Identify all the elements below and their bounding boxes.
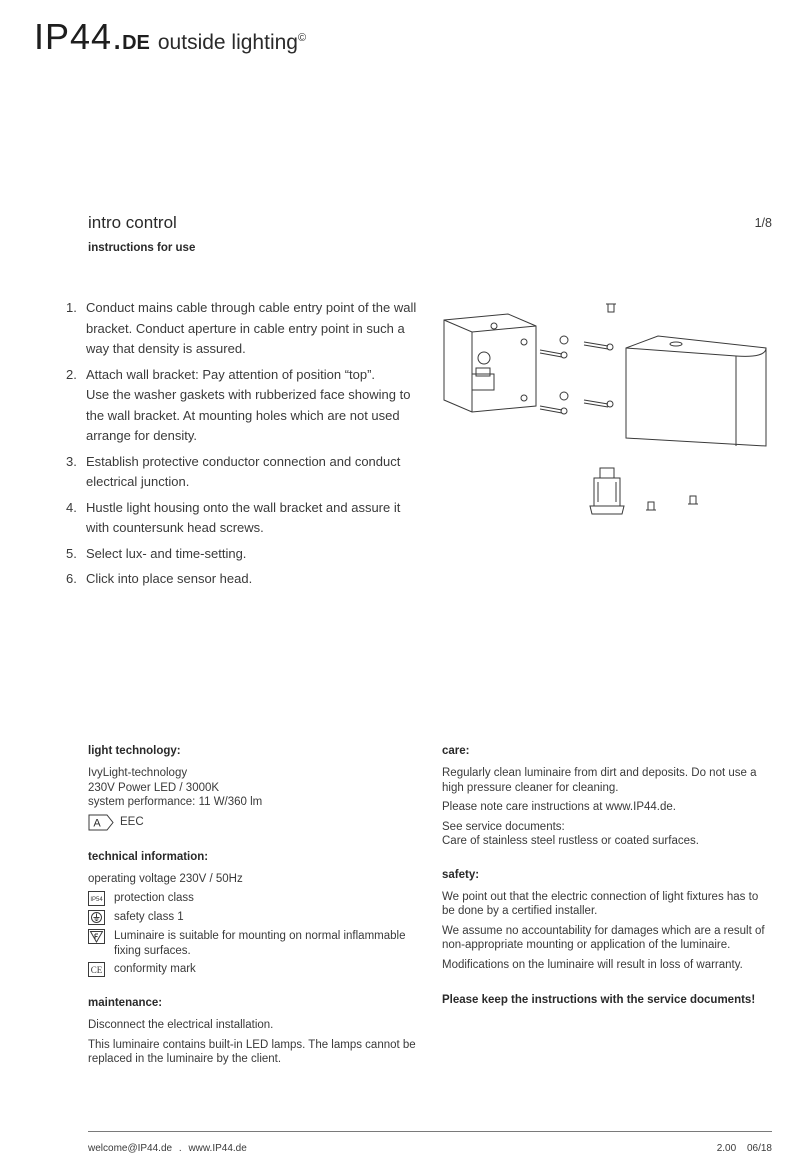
care-paragraph: See service documents: Care of stainless steel rustless or coated surfaces. (442, 820, 699, 847)
eec-rating (88, 814, 418, 831)
care-section (442, 745, 774, 849)
logo-brand: IP44 (34, 16, 113, 57)
tech-item: Luminaire is suitable for mounting on normal inflammable fixing surfaces. (88, 929, 418, 958)
logo-dot: . (112, 16, 123, 57)
care-paragraph: Please note care instructions at www.IP44.de. (442, 801, 676, 813)
ip54-icon (88, 891, 105, 906)
svg-text:IP54: IP54 (90, 897, 103, 903)
maintenance-paragraph: Disconnect the electrical installation. (88, 1019, 274, 1031)
page-number: 1/8 (754, 216, 772, 230)
safety-paragraph: Modifications on the luminaire will result in loss of warranty. (442, 958, 743, 971)
safety-section (442, 869, 774, 973)
light-housing-drawing (626, 336, 766, 446)
footer-contact (88, 1143, 247, 1154)
eec-class-letter: A (93, 817, 101, 829)
technical-heading: technical information: (88, 850, 209, 863)
maintenance-heading: maintenance: (88, 997, 163, 1009)
care-paragraph: Regularly clean luminaire from dirt and deposits. Do not use a high pressure cleaner for cleaning. (442, 767, 757, 794)
left-info-column (88, 745, 418, 1087)
tech-item: safety class 1 (88, 910, 418, 925)
step-item: 4. Hustle light housing onto the wall bracket and assure it with countersunk head screws. (66, 499, 401, 535)
brand-logo (34, 16, 306, 58)
page-title: intro control (88, 213, 177, 232)
top-screw-drawing (606, 304, 616, 312)
f-mark-icon (88, 929, 105, 944)
maintenance-section (88, 997, 418, 1067)
step-item: 1. Conduct mains cable through cable entry point of the wall bracket. Conduct aperture in cable entry point in such a way that density is assured. (66, 300, 417, 356)
eec-arrow-icon (88, 814, 114, 831)
tech-item: CE conformity mark (88, 962, 418, 977)
safety-paragraph: We assume no accountability for damages which are a result of non-appropriate mounting or application of the luminaire. (442, 924, 765, 951)
logo-de: DE (122, 32, 150, 54)
earth-ground-icon (88, 910, 105, 925)
light-technology-heading: light technology: (88, 745, 181, 757)
small-screws-drawing (646, 496, 698, 510)
step-item: 2. Attach wall bracket: Pay attention of position “top”. Use the washer gaskets with rubberized face showing to the wall bracket. At mounting holes which are not used arrange for density. (66, 366, 411, 443)
version-date: 06/18 (746, 1143, 772, 1154)
right-info-column (442, 745, 774, 1006)
keep-instructions-note: Please keep the instructions with the service documents! (442, 994, 756, 1006)
footer-email[interactable]: welcome@IP44.de (88, 1143, 173, 1154)
step-item: 3. Establish protective conductor connection and conduct electrical junction. (66, 453, 401, 489)
version-number: 2.00 (716, 1143, 737, 1154)
light-tech-line: IvyLight-technology (88, 767, 188, 779)
ce-mark-icon (88, 962, 105, 977)
operating-voltage: operating voltage 230V / 50Hz (88, 872, 243, 885)
technical-section (88, 851, 418, 978)
footer-website[interactable]: www.IP44.de (188, 1143, 247, 1154)
mounting-illustration (436, 296, 776, 526)
step-item: 5. Select lux- and time-setting. (66, 545, 247, 561)
copyright-mark: © (297, 32, 307, 44)
eec-label: EEC (120, 816, 144, 828)
light-tech-line: system performance: 11 W/360 lm (88, 796, 263, 808)
svg-text:CE: CE (90, 965, 103, 975)
logo-tagline: outside lighting© (157, 31, 307, 54)
step-item: 6. Click into place sensor head. (66, 571, 253, 586)
maintenance-paragraph: This luminaire contains built-in LED lamps. The lamps cannot be replaced in the luminaire by the client. (88, 1038, 416, 1065)
light-technology-section (88, 745, 418, 831)
safety-heading: safety: (442, 868, 480, 881)
screws-drawing (540, 336, 613, 414)
instruction-steps (66, 298, 422, 595)
tech-item: IP54 protection class (88, 891, 418, 906)
wall-bracket-drawing (444, 314, 536, 412)
safety-paragraph: We point out that the electric connection of light fixtures has to be done by a certified installer. (442, 890, 759, 917)
light-tech-line: 230V Power LED / 3000K (88, 781, 220, 794)
care-heading: care: (442, 745, 470, 757)
footer-divider (88, 1131, 772, 1132)
footer-version (717, 1143, 772, 1154)
footer-separator: . (178, 1143, 182, 1154)
sensor-head-drawing (590, 468, 624, 514)
page-subtitle: instructions for use (88, 242, 196, 254)
